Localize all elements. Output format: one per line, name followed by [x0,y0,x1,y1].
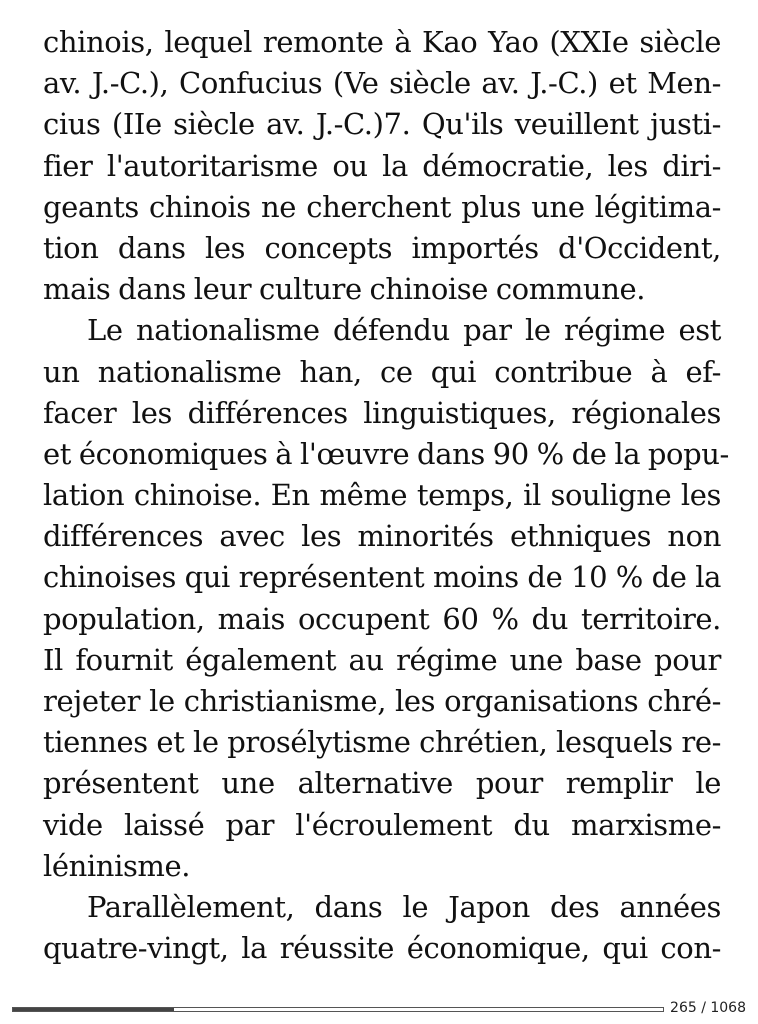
text-line: facer les différences linguistiques, régionales [43,395,721,430]
text-line: geants chinois ne cherchent plus une légitima- [43,189,721,224]
text-line: présentent une alternative pour remplir le [43,766,721,801]
status-bar [10,1000,750,1019]
text-line: quatre-vingt, la réussite économique, qui con- [43,931,721,966]
text-line: chinoises qui représentent moins de 10 % de la [43,560,721,595]
text-line: léninisme. [43,848,191,883]
text-line: différences avec les minorités ethniques non [43,519,721,554]
text-line: vide laissé par l'écroulement du marxisme- [43,807,721,842]
text-line: mais dans leur culture chinoise commune. [43,272,646,307]
page-counter: 265 / 1068 [670,1000,746,1016]
text-line: fier l'autoritarisme ou la démocratie, les diri- [43,148,721,183]
text-line: un nationalisme han, ce qui contribue à ef- [43,354,721,389]
text-line: et économiques à l'œuvre dans 90 % de la popu- [43,436,729,471]
text-line: Parallèlement, dans le Japon des années [87,889,721,924]
text-line: rejeter le christianisme, les organisations chré- [43,684,721,718]
text-line: population, mais occupent 60 % du territoire. [43,601,721,636]
page-text [43,22,729,969]
text-line: tion dans les concepts importés d'Occident, [43,230,721,265]
text-line: av. J.-C.), Confucius (Ve siècle av. J.-C.) et Men- [43,66,721,101]
reading-progress-bar[interactable] [12,1007,664,1012]
text-line: Il fournit également au régime une base pour [43,642,721,677]
text-line: Le nationalisme défendu par le régime est [87,313,721,348]
reading-progress-fill [13,1008,174,1011]
text-line: tiennes et le prosélytisme chrétien, lesquels re- [43,725,721,760]
text-line: chinois, lequel remonte à Kao Yao (XXIe siècle [43,25,721,59]
text-line: lation chinoise. En même temps, il souligne les [43,478,721,513]
text-line: cius (IIe siècle av. J.-C.)7. Qu'ils veuillent justi- [43,107,721,142]
